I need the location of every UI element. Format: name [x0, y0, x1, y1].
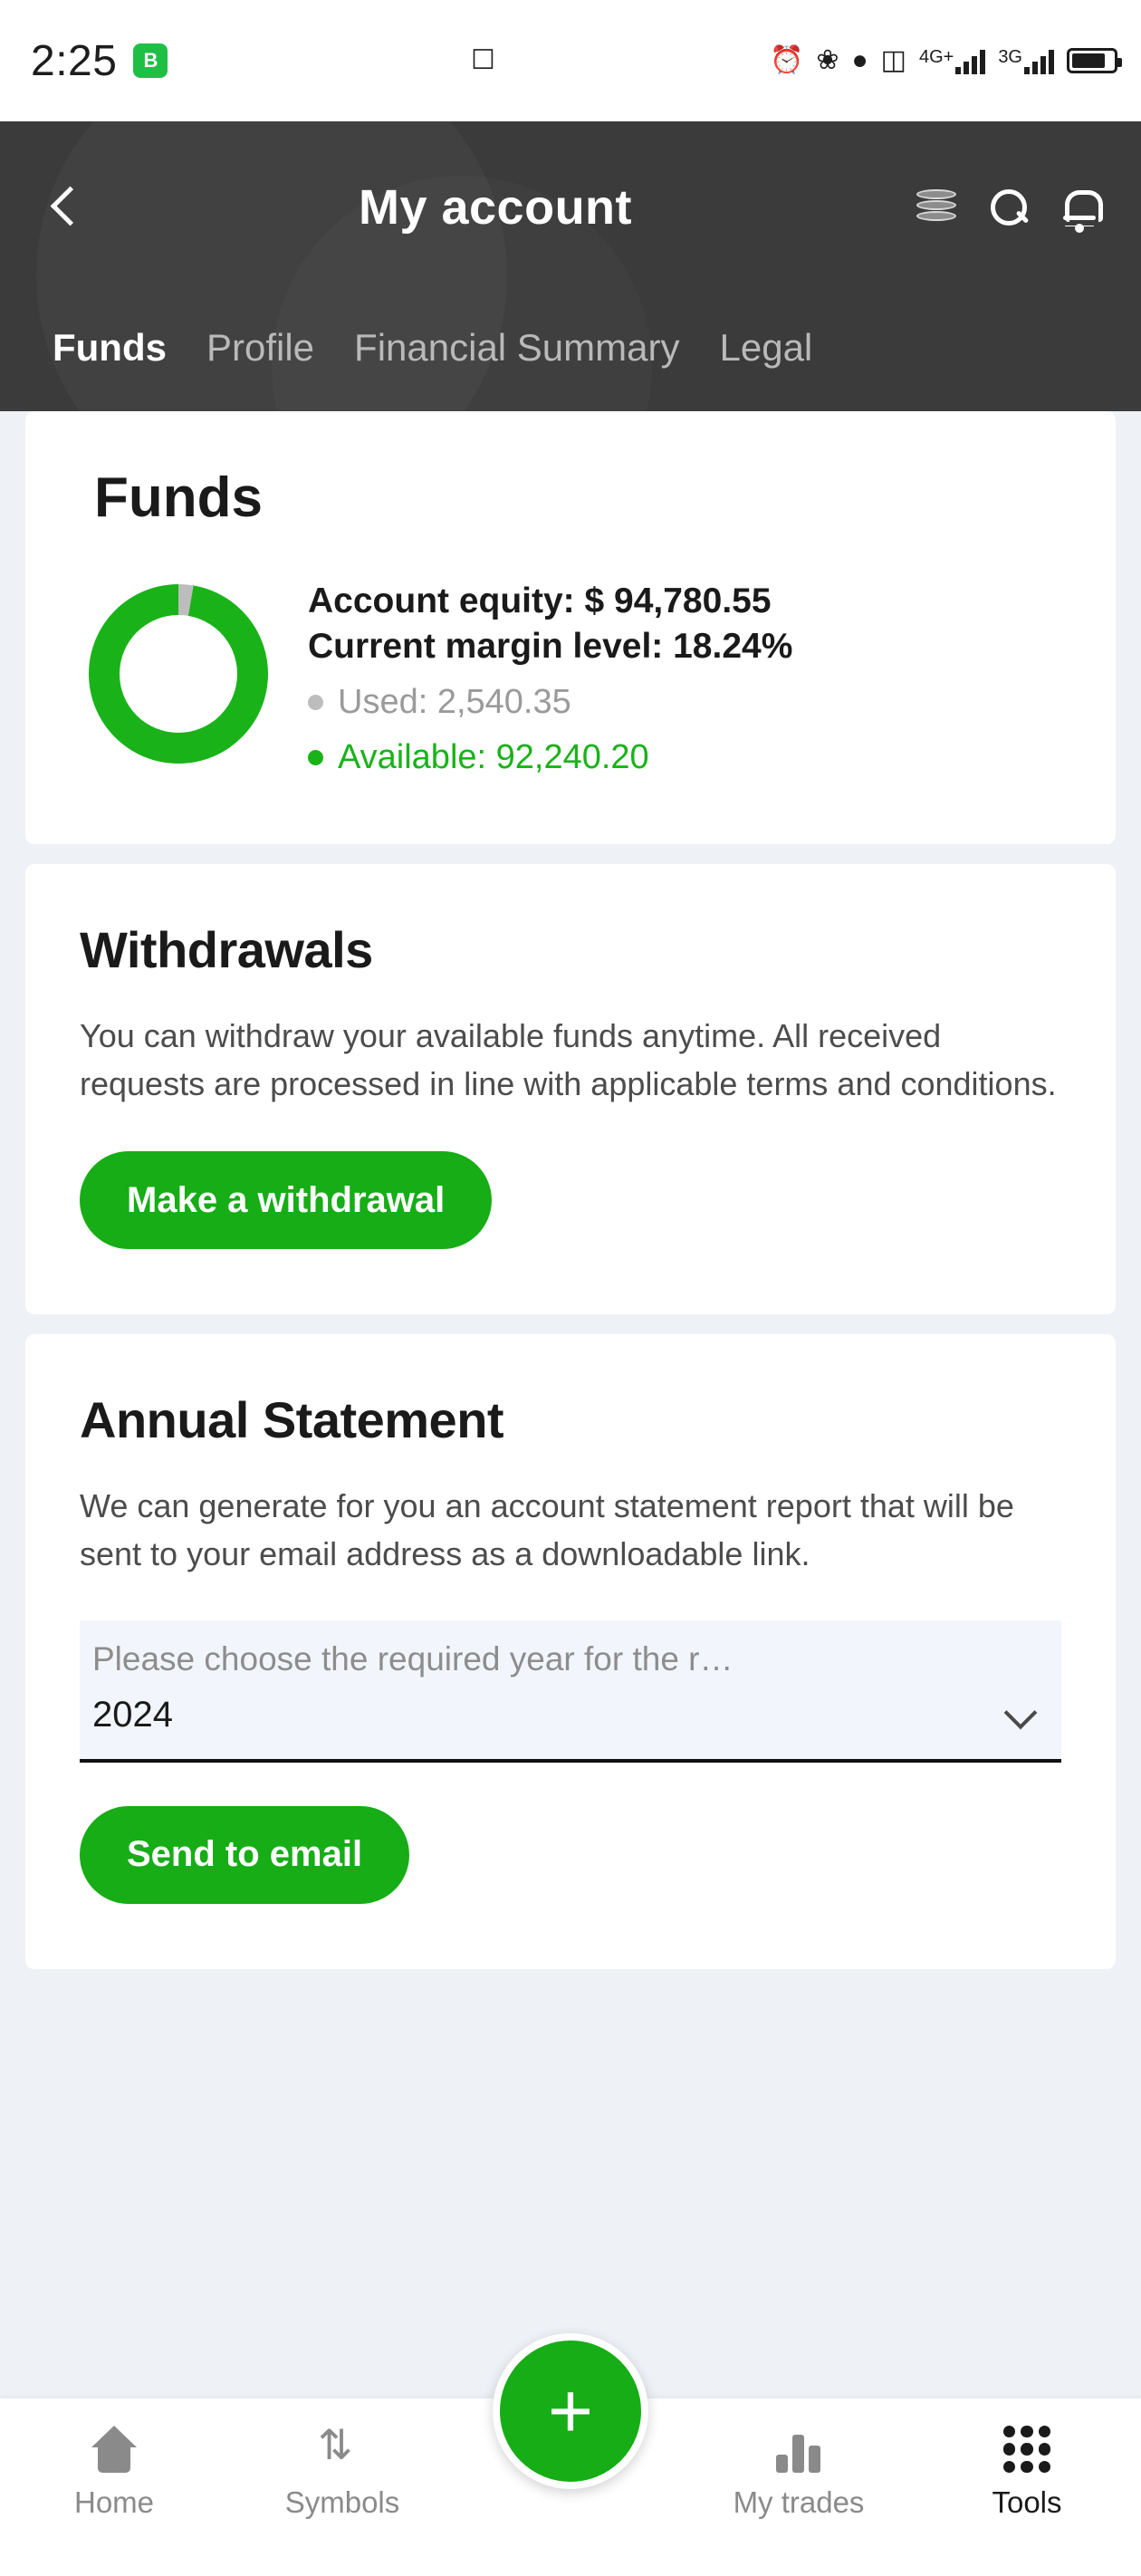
nav-item-my-trades[interactable] — [685, 2422, 913, 2520]
home-icon — [89, 2422, 139, 2473]
year-select-value: 2024 — [92, 1694, 173, 1735]
year-select-value-row[interactable] — [92, 1695, 1049, 1745]
chevron-down-icon[interactable] — [1005, 1699, 1036, 1730]
coins-icon[interactable] — [916, 189, 956, 226]
header-tabs — [0, 293, 1141, 402]
annual-statement-description: We can generate for you an account statement report that will be sent to your email address as a downloadable link. — [80, 1487, 1014, 1573]
alarm-icon: ⏰ — [769, 45, 804, 75]
used-funds-legend — [308, 680, 792, 725]
network-secondary-label: 3G — [998, 47, 1022, 67]
available-funds-value: Available: 92,240.20 — [338, 738, 649, 777]
nav-label-my-trades: My trades — [733, 2485, 865, 2519]
location-icon: ● — [851, 45, 868, 75]
send-to-email-button[interactable]: Send to email — [80, 1806, 409, 1904]
funds-card — [25, 411, 1116, 844]
battery-icon — [1067, 48, 1117, 73]
nav-label-tools: Tools — [992, 2485, 1062, 2519]
withdrawals-description: You can withdraw your available funds anytime. All received requests are processed in line with applicable terms and conditions. — [80, 1016, 1057, 1102]
status-bar — [0, 0, 1141, 121]
nfc-icon: ☐ — [471, 45, 495, 75]
withdrawals-card — [25, 864, 1116, 1315]
tab-legal[interactable]: Legal — [719, 326, 813, 369]
grid-dots-icon — [1003, 2422, 1050, 2473]
withdrawals-title: Withdrawals — [80, 920, 373, 978]
year-select[interactable] — [80, 1620, 1061, 1763]
year-select-label: Please choose the required year for the r… — [92, 1639, 734, 1677]
funds-card-body — [25, 573, 1116, 781]
back-chevron-icon[interactable] — [43, 183, 92, 232]
header-top-bar — [0, 121, 1141, 293]
tab-financial-summary[interactable]: Financial Summary — [354, 326, 680, 369]
main-content — [0, 411, 1141, 1969]
status-bar-clock: 2:25 — [31, 36, 118, 85]
funds-details — [308, 573, 792, 781]
tab-funds[interactable]: Funds — [53, 326, 167, 369]
nav-item-tools[interactable] — [913, 2422, 1141, 2520]
available-funds-legend — [308, 735, 792, 780]
signal-3g-icon — [998, 47, 1054, 74]
annual-statement-card — [25, 1334, 1116, 1969]
nav-label-symbols: Symbols — [284, 2485, 400, 2519]
used-funds-value: Used: 2,540.35 — [338, 682, 571, 721]
new-order-fab-button[interactable]: + — [493, 2333, 648, 2489]
signal-4g-icon — [919, 47, 985, 74]
search-icon[interactable] — [989, 187, 1029, 227]
account-equity-value: Account equity: $ 94,780.55 — [308, 582, 772, 620]
status-bar-icons — [770, 0, 1117, 121]
used-dot-icon — [308, 695, 323, 710]
status-bar-nfc — [471, 0, 495, 121]
available-dot-icon — [308, 750, 323, 765]
nav-item-home[interactable] — [0, 2422, 228, 2520]
vibrate-icon: ◫ — [880, 45, 906, 75]
bell-icon[interactable] — [1061, 187, 1098, 228]
current-margin-level-value: Current margin level: 18.24% — [308, 626, 793, 666]
make-a-withdrawal-button[interactable]: Make a withdrawal — [80, 1151, 492, 1249]
tab-profile[interactable]: Profile — [206, 326, 315, 369]
nav-label-home: Home — [73, 2485, 155, 2519]
page-title: My account — [358, 180, 633, 235]
funds-card-title: Funds — [94, 466, 263, 529]
annual-statement-title: Annual Statement — [80, 1391, 504, 1449]
app-badge-icon: B — [133, 43, 168, 78]
funds-donut-chart — [89, 584, 268, 764]
header-actions — [916, 187, 1098, 228]
bar-chart-icon — [774, 2422, 823, 2473]
nav-item-symbols[interactable] — [228, 2422, 456, 2520]
network-primary-label: 4G+ — [918, 47, 954, 67]
app-header — [0, 121, 1141, 411]
arrows-updown-icon: ⇅ — [318, 2421, 353, 2468]
bluetooth-icon: ❀ — [816, 45, 839, 75]
